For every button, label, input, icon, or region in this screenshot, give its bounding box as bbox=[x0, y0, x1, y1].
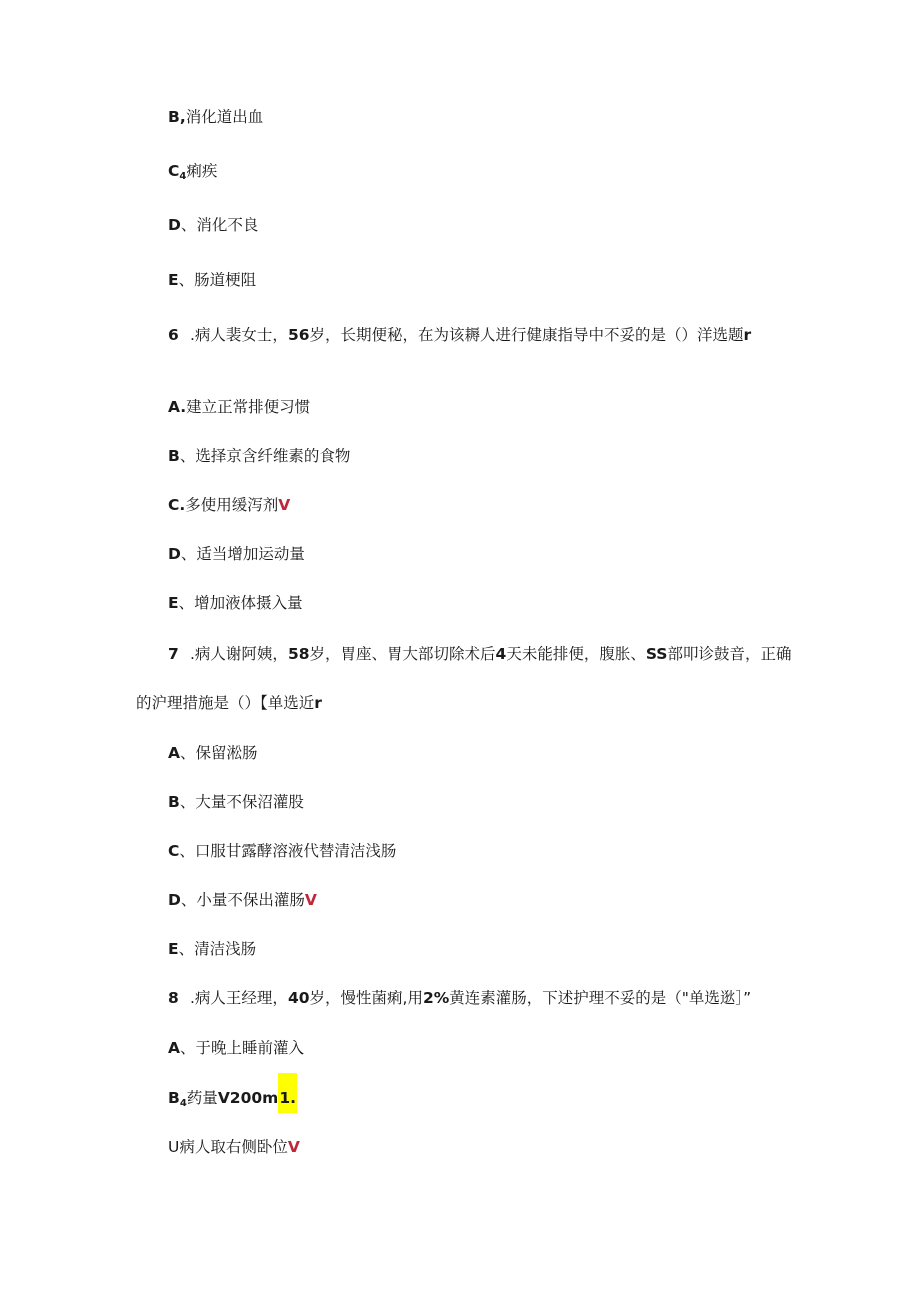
option-letter: B, bbox=[168, 108, 186, 126]
option-letter: C bbox=[168, 162, 180, 180]
question-number: 8 bbox=[168, 989, 179, 1007]
answer-check-mark: V bbox=[304, 891, 317, 909]
option-letter: A bbox=[168, 1039, 180, 1057]
option-text: 建立正常排便习惯 bbox=[186, 398, 311, 416]
option-text: 、保留淞肠 bbox=[180, 744, 258, 762]
question-7-stem bbox=[168, 643, 792, 665]
q6-option-b bbox=[168, 445, 350, 467]
q8-option-b bbox=[168, 1087, 297, 1115]
q7-option-a bbox=[168, 742, 258, 764]
q6-option-a bbox=[168, 396, 310, 418]
option-text: 、选择京含纤维素的食物 bbox=[179, 447, 351, 465]
q6-option-c bbox=[168, 494, 290, 516]
option-letter: B bbox=[168, 793, 180, 811]
stem-tail: r bbox=[743, 326, 752, 344]
stem-text: 岁，胃座、胃大部切除术后 bbox=[309, 645, 496, 663]
stem-age: 40 bbox=[287, 989, 310, 1007]
q7-option-e bbox=[168, 938, 256, 960]
stem-text: .病人王经理， bbox=[190, 989, 288, 1007]
option-subscript: 4 bbox=[179, 171, 187, 182]
option-text: 、消化不良 bbox=[180, 216, 259, 234]
stem-tail: r bbox=[314, 694, 322, 712]
stem-ss: SS bbox=[645, 645, 668, 663]
option-text: 、肠道梗阻 bbox=[178, 271, 257, 289]
option-letter: E bbox=[168, 271, 179, 289]
option-letter: D bbox=[168, 891, 181, 909]
option-letter: E bbox=[168, 594, 179, 612]
option-dose: V200m bbox=[217, 1089, 279, 1107]
question-number: 7 bbox=[168, 645, 179, 663]
option-letter: U bbox=[168, 1138, 180, 1156]
option-letter: E bbox=[168, 940, 179, 958]
question-number: 6 bbox=[168, 326, 179, 344]
question-8-stem bbox=[168, 987, 751, 1009]
q5-option-e bbox=[168, 269, 256, 291]
stem-days: 4 bbox=[495, 645, 507, 663]
stem-text: 岁，长期便秘，在为该耨人进行健康指导中不妥的是（）洋选题 bbox=[309, 326, 744, 344]
highlighted-text: 1. bbox=[278, 1073, 297, 1113]
stem-percent: 2% bbox=[422, 989, 450, 1007]
option-text: 、小量不保出灌肠 bbox=[180, 891, 305, 909]
option-subscript: 4 bbox=[179, 1098, 187, 1109]
q7-option-d bbox=[168, 889, 317, 911]
answer-check-mark: V bbox=[278, 496, 291, 514]
q6-option-d bbox=[168, 543, 305, 565]
q6-option-e bbox=[168, 592, 303, 614]
option-text: 、清洁浅肠 bbox=[178, 940, 257, 958]
option-letter: C. bbox=[168, 496, 186, 514]
stem-text: 岁，慢性菌痢,用 bbox=[309, 989, 423, 1007]
option-letter: B bbox=[168, 1089, 180, 1107]
question-7-stem-continued bbox=[136, 692, 322, 714]
option-text: 药量 bbox=[186, 1089, 218, 1107]
option-letter: D bbox=[168, 545, 181, 563]
q5-option-c bbox=[168, 160, 217, 188]
q5-option-d bbox=[168, 214, 258, 236]
option-text: 多使用缓泻剂 bbox=[185, 496, 279, 514]
option-letter: A. bbox=[168, 398, 187, 416]
option-letter: D bbox=[168, 216, 181, 234]
q7-option-b bbox=[168, 791, 304, 813]
option-text: 痢疾 bbox=[186, 162, 218, 180]
stem-age: 58 bbox=[287, 645, 310, 663]
option-letter: C bbox=[168, 842, 180, 860]
option-text: 、大量不保沼灌股 bbox=[179, 793, 304, 811]
question-6-stem bbox=[168, 324, 751, 346]
stem-text: 的沪理措施是（）【单选近 bbox=[136, 694, 315, 712]
option-text: 、适当增加运动量 bbox=[180, 545, 305, 563]
answer-check-mark: V bbox=[287, 1138, 300, 1156]
q8-option-c bbox=[168, 1136, 300, 1158]
option-letter: A bbox=[168, 744, 180, 762]
stem-text: 部叩诊鼓音，正确 bbox=[667, 645, 792, 663]
option-text: 消化道出血 bbox=[185, 108, 264, 126]
stem-text: .病人谢阿姨， bbox=[190, 645, 288, 663]
option-text: 、于晚上睡前灌入 bbox=[180, 1039, 305, 1057]
option-text: 病人取右侧卧位 bbox=[179, 1138, 288, 1156]
q7-option-c bbox=[168, 840, 396, 862]
option-text: 、增加液体摄入量 bbox=[178, 594, 303, 612]
stem-text: 天未能排便，腹胀、 bbox=[506, 645, 646, 663]
stem-text: 黄连素灌肠，下述护理不妥的是（"单选逖］” bbox=[449, 989, 752, 1007]
q5-option-b bbox=[168, 106, 263, 128]
stem-age: 56 bbox=[287, 326, 310, 344]
option-text: 、口服甘露酵溶液代替清洁浅肠 bbox=[179, 842, 397, 860]
stem-text: .病人裴女士， bbox=[190, 326, 288, 344]
option-letter: B bbox=[168, 447, 180, 465]
q8-option-a bbox=[168, 1037, 304, 1059]
